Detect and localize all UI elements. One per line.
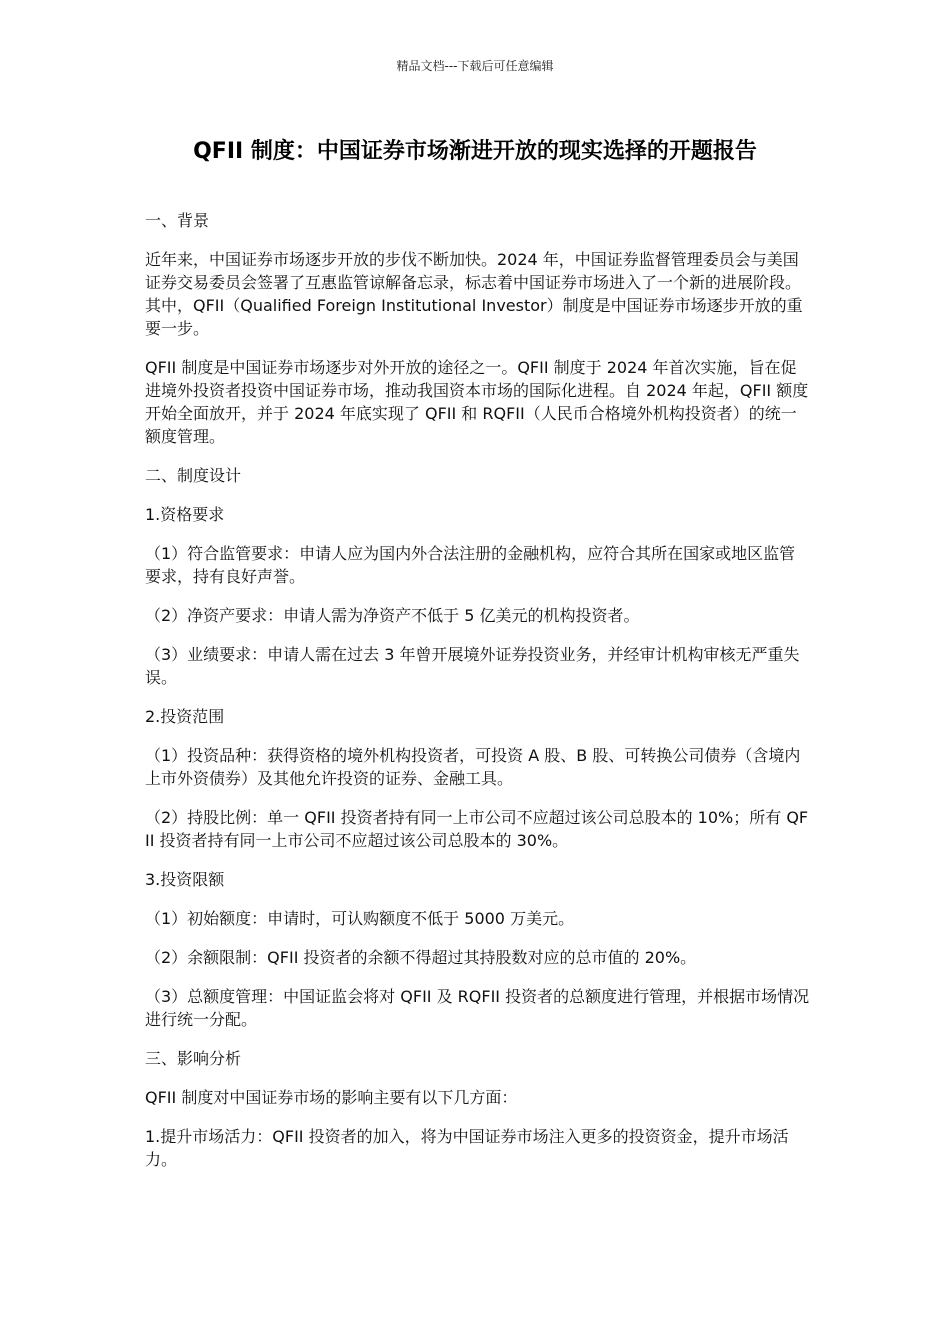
- section-heading-background: 一、背景: [145, 211, 210, 230]
- list-item: （2）净资产要求：申请人需为净资产不低于 5 亿美元的机构投资者。: [145, 606, 640, 625]
- list-item: （1）初始额度：申请时，可认购额度不低于 5000 万美元。: [145, 909, 575, 928]
- list-item: （3）业绩要求：申请人需在过去 3 年曾开展境外证券投资业务，并经审计机构审核无严重失误。: [145, 645, 800, 687]
- section-heading-system-design: 二、制度设计: [145, 466, 242, 485]
- paragraph: 近年来，中国证券市场逐步开放的步伐不断加快。2024 年，中国证券监督管理委员会与美国证券交易委员会签署了互惠监管谅解备忘录，标志着中国证券市场进入了一个新的进展阶段。其中，QFII（Qualified Foreign Institutional Investor）制度是中国证券市场逐步开放的重要一步。: [145, 250, 803, 338]
- document-title: QFII 制度：中国证券市场渐进开放的现实选择的开题报告: [193, 139, 757, 164]
- subheading-qualification: 1.资格要求: [145, 505, 225, 524]
- list-item: （1）投资品种：获得资格的境外机构投资者，可投资 A 股、B 股、可转换公司债券（含境内上市外资债券）及其他允许投资的证券、金融工具。: [145, 746, 801, 788]
- list-item: （1）符合监管要求：申请人应为国内外合法注册的金融机构，应符合其所在国家或地区监管要求，持有良好声誉。: [145, 544, 796, 586]
- paragraph: QFII 制度对中国证券市场的影响主要有以下几方面：: [145, 1088, 518, 1107]
- paragraph: QFII 制度是中国证券市场逐步对外开放的途径之一。QFII 制度于 2024 年首次实施，旨在促进境外投资者投资中国证券市场，推动我国资本市场的国际化进程。自 2024 年起，QFII 额度开始全面放开，并于 2024 年底实现了 QFII 和 RQFII（人民币合格境外机构投资者）的统一额度管理。: [145, 358, 809, 446]
- section-heading-impact-analysis: 三、影响分析: [145, 1049, 242, 1068]
- subheading-investment-limit: 3.投资限额: [145, 870, 225, 889]
- list-item: （3）总额度管理：中国证监会将对 QFII 及 RQFII 投资者的总额度进行管理，并根据市场情况进行统一分配。: [145, 987, 810, 1029]
- list-item: 1.提升市场活力：QFII 投资者的加入，将为中国证券市场注入更多的投资资金，提升市场活力。: [145, 1127, 789, 1169]
- subheading-investment-scope: 2.投资范围: [145, 707, 225, 726]
- list-item: （2）余额限制：QFII 投资者的余额不得超过其持股数对应的总市值的 20%。: [145, 948, 697, 967]
- document-body: [145, 209, 810, 1187]
- list-item: （2）持股比例：单一 QFII 投资者持有同一上市公司不应超过该公司总股本的 10%；所有 QFII 投资者持有同一上市公司不应超过该公司总股本的 30%。: [145, 808, 809, 850]
- page-header: 精品文档---下载后可任意编辑: [396, 59, 554, 73]
